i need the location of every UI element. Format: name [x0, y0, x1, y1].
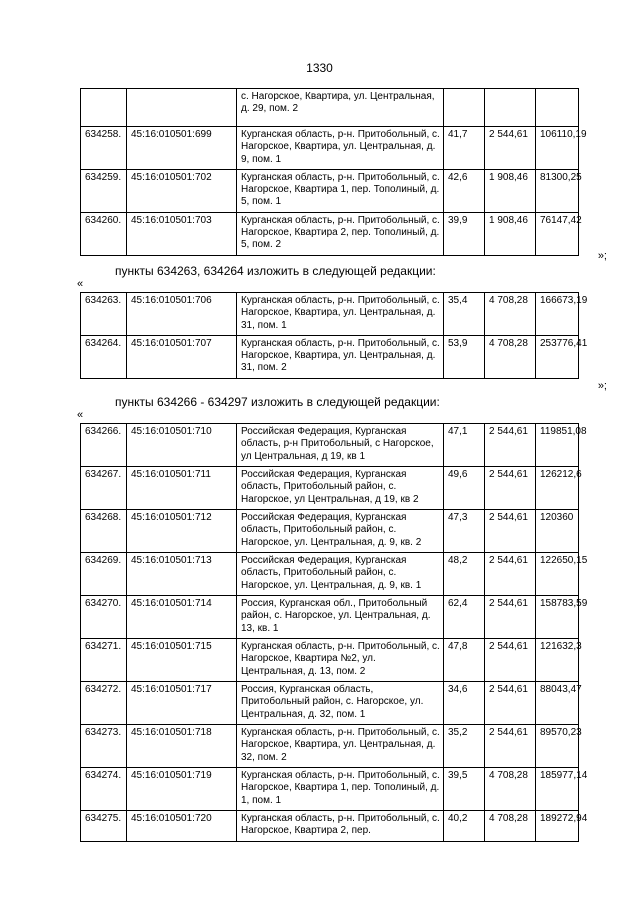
amendment-instruction: пункты 634266 - 634297 изложить в следующей редакции:	[115, 395, 440, 409]
cadastral-value-cell: 81300,25	[536, 169, 579, 212]
address-cell: Курганская область, р-н. Притобольный, с. Нагорское, Квартира, ул. Центральная, д. 31, пом. 2	[237, 335, 444, 378]
opening-quote-mark: «	[77, 278, 84, 290]
table-row	[81, 510, 579, 553]
table-row	[81, 293, 579, 336]
item-number-cell: 634271.	[81, 639, 127, 682]
address-cell: Курганская область, р-н. Притобольный, с. Нагорское, Квартира, ул. Центральная, д. 9, пом. 1	[237, 127, 444, 170]
cadastral-value-cell: 158783,59	[536, 596, 579, 639]
area-cell: 48,2	[444, 553, 485, 596]
cadastral-number-cell: 45:16:010501:718	[127, 725, 237, 768]
area-cell: 39,9	[444, 212, 485, 255]
cadastral-number-cell: 45:16:010501:712	[127, 510, 237, 553]
rate-cell: 2 544,61	[485, 424, 536, 467]
rate-cell: 4 708,28	[485, 293, 536, 336]
cadastral-value-cell: 88043,47	[536, 682, 579, 725]
cadastral-number-cell: 45:16:010501:707	[127, 335, 237, 378]
item-number-cell: 634267.	[81, 467, 127, 510]
rate-cell: 2 544,61	[485, 467, 536, 510]
cadastral-value-cell: 253776,41	[536, 335, 579, 378]
address-cell: Курганская область, р-н. Притобольный, с. Нагорское, Квартира 2, пер. Тополиный, д. 5, пом. 2	[237, 212, 444, 255]
cadastral-number-cell: 45:16:010501:702	[127, 169, 237, 212]
address-cell: Россия, Курганская обл., Притобольный район, с. Нагорское, ул. Центральная, д. 13, кв. 1	[237, 596, 444, 639]
opening-quote-mark: «	[77, 409, 84, 421]
page-number: 1330	[306, 61, 333, 75]
table-row	[81, 467, 579, 510]
cadastral-value-cell	[536, 89, 579, 127]
address-cell: Курганская область, р-н. Притобольный, с. Нагорское, Квартира 2, пер.	[237, 811, 444, 842]
area-cell: 47,3	[444, 510, 485, 553]
address-cell: с. Нагорское, Квартира, ул. Центральная, д. 29, пом. 2	[237, 89, 444, 127]
area-cell: 42,6	[444, 169, 485, 212]
address-cell: Курганская область, р-н. Притобольный, с. Нагорское, Квартира, ул. Центральная, д. 31, пом. 1	[237, 293, 444, 336]
cadastral-number-cell	[127, 89, 237, 127]
cadastral-number-cell: 45:16:010501:715	[127, 639, 237, 682]
table-row	[81, 639, 579, 682]
table-row	[81, 811, 579, 842]
table-row	[81, 682, 579, 725]
cadastral-number-cell: 45:16:010501:719	[127, 768, 237, 811]
item-number-cell: 634266.	[81, 424, 127, 467]
table-row	[81, 725, 579, 768]
rate-cell: 4 708,28	[485, 768, 536, 811]
area-cell: 39,5	[444, 768, 485, 811]
cadastral-number-cell: 45:16:010501:711	[127, 467, 237, 510]
cadastral-number-cell: 45:16:010501:717	[127, 682, 237, 725]
closing-quote-mark: »;	[597, 250, 607, 262]
item-number-cell: 634263.	[81, 293, 127, 336]
area-cell: 41,7	[444, 127, 485, 170]
cadastral-number-cell: 45:16:010501:706	[127, 293, 237, 336]
cadastral-value-cell: 185977,14	[536, 768, 579, 811]
registry-table-3	[80, 423, 588, 842]
cadastral-number-cell: 45:16:010501:703	[127, 212, 237, 255]
table-row	[81, 553, 579, 596]
address-cell: Российская Федерация, Курганская область, р-н Притобольный, с Нагорское, ул Центральная, д 19, кв 1	[237, 424, 444, 467]
cadastral-value-cell: 189272,94	[536, 811, 579, 842]
item-number-cell: 634260.	[81, 212, 127, 255]
rate-cell: 1 908,46	[485, 169, 536, 212]
area-cell: 47,1	[444, 424, 485, 467]
amendment-instruction: пункты 634263, 634264 изложить в следующей редакции:	[115, 264, 436, 278]
item-number-cell: 634258.	[81, 127, 127, 170]
item-number-cell: 634275.	[81, 811, 127, 842]
area-cell: 53,9	[444, 335, 485, 378]
rate-cell: 4 708,28	[485, 811, 536, 842]
cadastral-number-cell: 45:16:010501:714	[127, 596, 237, 639]
cadastral-value-cell: 106110,19	[536, 127, 579, 170]
item-number-cell: 634259.	[81, 169, 127, 212]
table-row	[81, 169, 579, 212]
address-cell: Российская Федерация, Курганская область, Притобольный район, с. Нагорское, ул. Центральная, д. 9, кв. 1	[237, 553, 444, 596]
area-cell: 40,2	[444, 811, 485, 842]
rate-cell: 2 544,61	[485, 725, 536, 768]
rate-cell: 2 544,61	[485, 639, 536, 682]
area-cell	[444, 89, 485, 127]
item-number-cell: 634264.	[81, 335, 127, 378]
table-row	[81, 424, 579, 467]
cadastral-value-cell: 120360	[536, 510, 579, 553]
table-row	[81, 127, 579, 170]
item-number-cell: 634268.	[81, 510, 127, 553]
rate-cell: 4 708,28	[485, 335, 536, 378]
item-number-cell: 634272.	[81, 682, 127, 725]
cadastral-value-cell: 166673,19	[536, 293, 579, 336]
address-cell: Россия, Курганская область, Притобольный район, с. Нагорское, ул. Центральная, д. 32, пом. 1	[237, 682, 444, 725]
rate-cell: 2 544,61	[485, 127, 536, 170]
item-number-cell: 634270.	[81, 596, 127, 639]
area-cell: 62,4	[444, 596, 485, 639]
area-cell: 35,2	[444, 725, 485, 768]
item-number-cell: 634274.	[81, 768, 127, 811]
address-cell: Российская Федерация, Курганская область, Притобольный район, с. Нагорское, ул. Центральная, д. 9, кв. 2	[237, 510, 444, 553]
cadastral-value-cell: 126212,6	[536, 467, 579, 510]
address-cell: Российская Федерация, Курганская область, Притобольный район, с. Нагорское, ул Центральная, д 19, кв 2	[237, 467, 444, 510]
area-cell: 34,6	[444, 682, 485, 725]
table-row	[81, 596, 579, 639]
table-row	[81, 768, 579, 811]
address-cell: Курганская область, р-н. Притобольный, с. Нагорское, Квартира 1, пер. Тополиный, д. 5, пом. 1	[237, 169, 444, 212]
area-cell: 47,8	[444, 639, 485, 682]
table-row	[81, 335, 579, 378]
cadastral-number-cell: 45:16:010501:710	[127, 424, 237, 467]
address-cell: Курганская область, р-н. Притобольный, с. Нагорское, Квартира, ул. Центральная, д. 32, пом. 2	[237, 725, 444, 768]
rate-cell: 2 544,61	[485, 553, 536, 596]
cadastral-value-cell: 121632,3	[536, 639, 579, 682]
rate-cell	[485, 89, 536, 127]
closing-quote-mark: »;	[597, 380, 607, 392]
cadastral-value-cell: 122650,15	[536, 553, 579, 596]
cadastral-number-cell: 45:16:010501:713	[127, 553, 237, 596]
cadastral-value-cell: 119851,08	[536, 424, 579, 467]
item-number-cell: 634273.	[81, 725, 127, 768]
item-number-cell	[81, 89, 127, 127]
cadastral-number-cell: 45:16:010501:720	[127, 811, 237, 842]
cadastral-value-cell: 89570,23	[536, 725, 579, 768]
table-row	[81, 212, 579, 255]
area-cell: 49,6	[444, 467, 485, 510]
item-number-cell: 634269.	[81, 553, 127, 596]
address-cell: Курганская область, р-н. Притобольный, с. Нагорское, Квартира №2, ул. Центральная, д. 13, пом. 2	[237, 639, 444, 682]
registry-table-2	[80, 292, 588, 379]
cadastral-value-cell: 76147,42	[536, 212, 579, 255]
rate-cell: 1 908,46	[485, 212, 536, 255]
address-cell: Курганская область, р-н. Притобольный, с. Нагорское, Квартира 1, пер. Тополиный, д. 1, пом. 1	[237, 768, 444, 811]
table-row	[81, 89, 579, 127]
rate-cell: 2 544,61	[485, 510, 536, 553]
cadastral-number-cell: 45:16:010501:699	[127, 127, 237, 170]
area-cell: 35,4	[444, 293, 485, 336]
registry-table-1	[80, 88, 587, 256]
rate-cell: 2 544,61	[485, 682, 536, 725]
rate-cell: 2 544,61	[485, 596, 536, 639]
